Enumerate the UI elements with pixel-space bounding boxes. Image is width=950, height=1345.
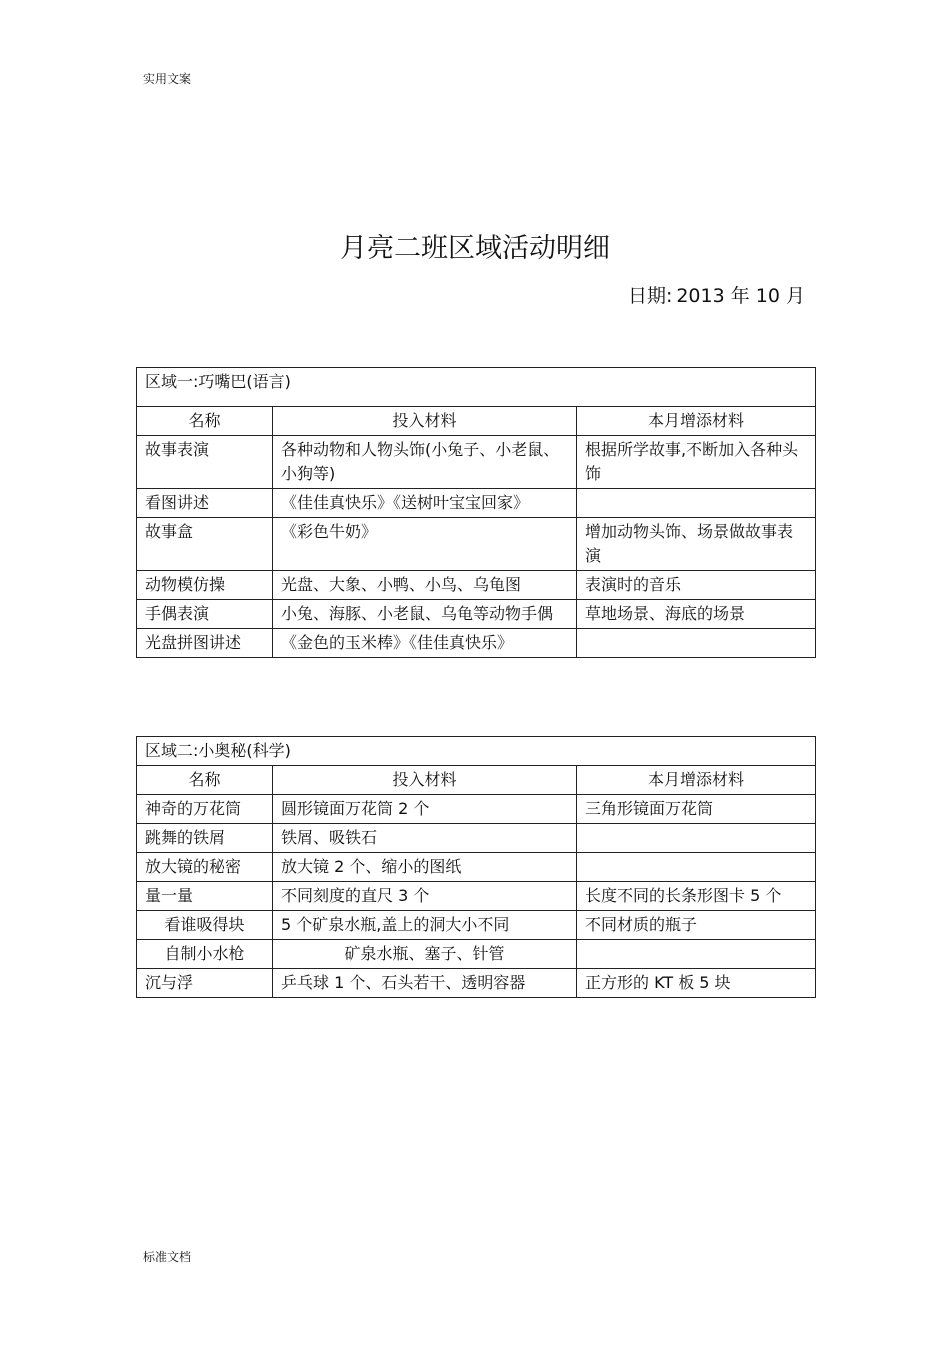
table-row bbox=[137, 940, 816, 969]
table-row bbox=[137, 911, 816, 940]
table-row bbox=[137, 969, 816, 998]
activity-name: 神奇的万花筒 bbox=[137, 795, 273, 824]
table-row bbox=[137, 436, 816, 489]
table-row bbox=[137, 518, 816, 571]
region2-table bbox=[136, 736, 816, 998]
activity-name: 动物模仿操 bbox=[137, 571, 273, 600]
activity-name: 看图讲述 bbox=[137, 489, 273, 518]
added-materials: 表演时的音乐 bbox=[577, 571, 816, 600]
added-materials: 根据所学故事,不断加入各种头饰 bbox=[577, 436, 816, 489]
table-row bbox=[137, 629, 816, 658]
region1-title: 区域一:巧嘴巴(语言) bbox=[137, 368, 816, 407]
activity-name: 光盘拼图讲述 bbox=[137, 629, 273, 658]
table-row bbox=[137, 853, 816, 882]
column-header-name: 名称 bbox=[137, 766, 273, 795]
materials: 光盘、大象、小鸭、小鸟、乌龟图 bbox=[273, 571, 577, 600]
table-row bbox=[137, 882, 816, 911]
added-materials bbox=[577, 629, 816, 658]
footer-note: 标准文档 bbox=[143, 1250, 192, 1264]
activity-name: 看谁吸得块 bbox=[137, 911, 273, 940]
materials: 各种动物和人物头饰(小兔子、小老鼠、小狗等) bbox=[273, 436, 577, 489]
added-materials bbox=[577, 940, 816, 969]
activity-name: 故事盒 bbox=[137, 518, 273, 571]
added-materials bbox=[577, 824, 816, 853]
added-materials: 不同材质的瓶子 bbox=[577, 911, 816, 940]
table-row bbox=[137, 795, 816, 824]
page-title: 月亮二班区域活动明细 bbox=[340, 233, 610, 264]
column-header-materials: 投入材料 bbox=[273, 766, 577, 795]
materials: 不同刻度的直尺 3 个 bbox=[273, 882, 577, 911]
materials: 《金色的玉米棒》《佳佳真快乐》 bbox=[273, 629, 577, 658]
added-materials bbox=[577, 489, 816, 518]
materials: 《佳佳真快乐》《送树叶宝宝回家》 bbox=[273, 489, 577, 518]
region1-table bbox=[136, 367, 816, 658]
table-row bbox=[137, 600, 816, 629]
added-materials: 增加动物头饰、场景做故事表演 bbox=[577, 518, 816, 571]
date-value: 2013 年 10 月 bbox=[676, 285, 805, 307]
materials: 小兔、海豚、小老鼠、乌龟等动物手偶 bbox=[273, 600, 577, 629]
activity-name: 自制小水枪 bbox=[137, 940, 273, 969]
activity-name: 沉与浮 bbox=[137, 969, 273, 998]
column-header-added: 本月增添材料 bbox=[577, 407, 816, 436]
materials: 5 个矿泉水瓶,盖上的洞大小不同 bbox=[273, 911, 577, 940]
table-row bbox=[137, 824, 816, 853]
column-header-materials: 投入材料 bbox=[273, 407, 577, 436]
added-materials bbox=[577, 853, 816, 882]
region2-title: 区域二:小奥秘(科学) bbox=[137, 737, 816, 766]
activity-name: 量一量 bbox=[137, 882, 273, 911]
added-materials: 草地场景、海底的场景 bbox=[577, 600, 816, 629]
column-header-added: 本月增添材料 bbox=[577, 766, 816, 795]
added-materials: 三角形镜面万花筒 bbox=[577, 795, 816, 824]
table-row bbox=[137, 489, 816, 518]
activity-name: 放大镜的秘密 bbox=[137, 853, 273, 882]
materials: 放大镜 2 个、缩小的图纸 bbox=[273, 853, 577, 882]
materials: 矿泉水瓶、塞子、针管 bbox=[273, 940, 577, 969]
materials: 《彩色牛奶》 bbox=[273, 518, 577, 571]
header-note: 实用文案 bbox=[143, 72, 192, 86]
materials: 圆形镜面万花筒 2 个 bbox=[273, 795, 577, 824]
added-materials: 长度不同的长条形图卡 5 个 bbox=[577, 882, 816, 911]
added-materials: 正方形的 KT 板 5 块 bbox=[577, 969, 816, 998]
column-header-name: 名称 bbox=[137, 407, 273, 436]
date-line bbox=[624, 281, 805, 308]
activity-name: 跳舞的铁屑 bbox=[137, 824, 273, 853]
activity-name: 手偶表演 bbox=[137, 600, 273, 629]
activity-name: 故事表演 bbox=[137, 436, 273, 489]
table-row bbox=[137, 571, 816, 600]
materials: 乒乓球 1 个、石头若干、透明容器 bbox=[273, 969, 577, 998]
date-label: 日期: bbox=[627, 285, 673, 307]
materials: 铁屑、吸铁石 bbox=[273, 824, 577, 853]
